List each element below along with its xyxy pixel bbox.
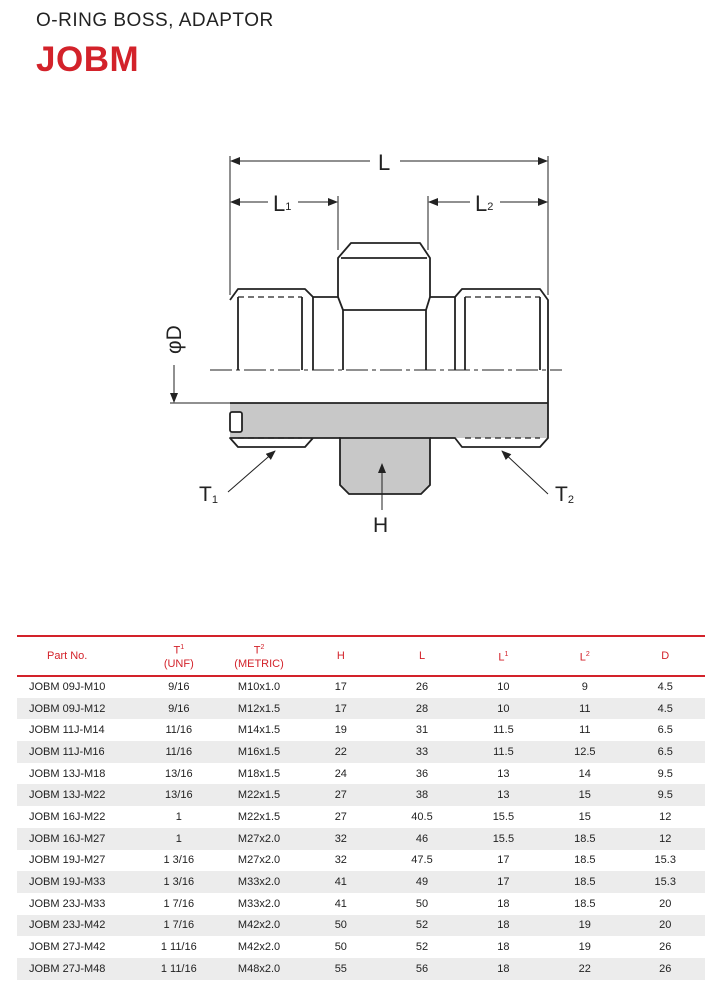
table-row bbox=[17, 741, 705, 763]
cell-t2: M10x1.0 bbox=[237, 681, 281, 694]
col-header-l: L bbox=[381, 636, 462, 676]
cell-l1: 17 bbox=[497, 854, 510, 867]
table-row bbox=[17, 676, 705, 698]
cell-part-no: JOBM 27J-M42 bbox=[29, 941, 106, 954]
cell-d: 26 bbox=[659, 941, 672, 954]
cell-l2: 18.5 bbox=[574, 832, 596, 845]
cell-h: 17 bbox=[334, 702, 347, 715]
cell-t1: 9/16 bbox=[168, 702, 190, 715]
table-row bbox=[17, 915, 705, 937]
hex-section-bottom bbox=[340, 438, 430, 494]
cell-t1: 11/16 bbox=[165, 724, 193, 737]
cell-l2: 15 bbox=[578, 810, 591, 823]
cell-l: 38 bbox=[415, 789, 429, 802]
cell-l1: 10 bbox=[497, 681, 510, 694]
col-header-l2: $L^2$ bbox=[544, 636, 625, 676]
cell-h: 24 bbox=[334, 767, 347, 780]
col-header-t1: $T^1$ (UNF) bbox=[140, 636, 218, 676]
cell-h: 27 bbox=[334, 810, 347, 823]
cell-l: 52 bbox=[415, 941, 429, 954]
cell-l: 26 bbox=[415, 681, 429, 694]
cell-l1: 11.5 bbox=[493, 745, 514, 758]
cell-part-no: JOBM 19J-M33 bbox=[29, 876, 106, 889]
leader-T2 bbox=[502, 451, 548, 494]
cell-t1: 1 3/16 bbox=[163, 876, 195, 889]
leader-T1 bbox=[228, 451, 275, 492]
cell-l: 56 bbox=[415, 962, 429, 975]
table-header-row bbox=[17, 636, 705, 676]
cell-t1: 13/16 bbox=[165, 767, 193, 780]
cell-t2: M27x2.0 bbox=[237, 832, 281, 845]
label-L1: L1 bbox=[273, 191, 292, 216]
cell-l2: 18.5 bbox=[574, 897, 596, 910]
cell-part-no: JOBM 16J-M27 bbox=[29, 832, 106, 845]
label-T1: T1 bbox=[199, 483, 218, 506]
cell-part-no: JOBM 13J-M22 bbox=[29, 789, 106, 802]
cell-d: 9.5 bbox=[657, 767, 673, 780]
cell-part-no: JOBM 11J-M14 bbox=[29, 724, 105, 737]
cell-t2: M48x2.0 bbox=[237, 962, 281, 975]
cell-l2: 15 bbox=[578, 789, 591, 802]
col-header-h: H bbox=[300, 636, 381, 676]
cell-l: 36 bbox=[415, 767, 429, 780]
cell-l: 50 bbox=[415, 897, 429, 910]
cell-t2: M33x2.0 bbox=[237, 897, 281, 910]
col-header-d: D bbox=[625, 636, 705, 676]
cell-part-no: JOBM 09J-M10 bbox=[29, 681, 106, 694]
cell-h: 22 bbox=[334, 745, 347, 758]
cell-l1: 10 bbox=[497, 702, 510, 715]
cell-t2: M42x2.0 bbox=[237, 919, 281, 932]
cell-t1: 1 11/16 bbox=[160, 941, 197, 954]
cell-d: 6.5 bbox=[657, 745, 673, 758]
cell-part-no: JOBM 27J-M48 bbox=[29, 962, 106, 975]
cell-d: 4.5 bbox=[657, 702, 673, 715]
cell-l1: 18 bbox=[497, 919, 510, 932]
cell-part-no: JOBM 23J-M33 bbox=[29, 897, 106, 910]
cell-l1: 17 bbox=[497, 876, 510, 889]
cell-l2: 12.5 bbox=[574, 745, 596, 758]
cell-l: 33 bbox=[415, 745, 429, 758]
table-row bbox=[17, 850, 705, 872]
cell-t2: M18x1.5 bbox=[237, 767, 281, 780]
cell-l2: 18.5 bbox=[574, 876, 596, 889]
cell-t1: 9/16 bbox=[168, 681, 190, 694]
table-row bbox=[17, 893, 705, 915]
cell-l1: 11.5 bbox=[493, 724, 514, 737]
cell-h: 50 bbox=[334, 941, 347, 954]
cell-d: 12 bbox=[659, 810, 672, 823]
cell-h: 41 bbox=[334, 876, 347, 889]
cell-t1: 1 bbox=[175, 832, 182, 845]
cell-h: 32 bbox=[334, 832, 347, 845]
cell-d: 12 bbox=[659, 832, 672, 845]
spec-table bbox=[17, 635, 705, 980]
cell-d: 20 bbox=[659, 919, 672, 932]
cell-t1: 1 bbox=[175, 810, 182, 823]
cell-h: 17 bbox=[334, 681, 347, 694]
cell-t2: M27x2.0 bbox=[237, 854, 281, 867]
cell-t1: 11/16 bbox=[165, 745, 193, 758]
col-header-l1: $L^1$ bbox=[463, 636, 544, 676]
cell-part-no: JOBM 23J-M42 bbox=[29, 919, 106, 932]
table-row bbox=[17, 784, 705, 806]
table-row bbox=[17, 763, 705, 785]
cell-h: 19 bbox=[334, 724, 347, 737]
cell-l2: 11 bbox=[579, 724, 591, 737]
cell-h: 50 bbox=[334, 919, 347, 932]
table-row bbox=[17, 698, 705, 720]
cell-l: 31 bbox=[415, 724, 429, 737]
cell-d: 4.5 bbox=[657, 681, 673, 694]
product-title: JOBM bbox=[36, 40, 140, 79]
cell-part-no: JOBM 16J-M22 bbox=[29, 810, 106, 823]
table-row bbox=[17, 828, 705, 850]
cell-t1: 13/16 bbox=[165, 789, 193, 802]
cell-l: 52 bbox=[415, 919, 429, 932]
cell-l: 28 bbox=[415, 702, 429, 715]
cell-l1: 18 bbox=[497, 941, 510, 954]
cell-t1: 1 3/16 bbox=[163, 854, 195, 867]
cell-l2: 19 bbox=[578, 941, 591, 954]
cell-l1: 13 bbox=[497, 767, 510, 780]
cell-t2: M22x1.5 bbox=[237, 810, 281, 823]
table-row bbox=[17, 958, 705, 980]
cell-l2: 19 bbox=[578, 919, 591, 932]
cell-l2: 22 bbox=[578, 962, 591, 975]
cell-l1: 13 bbox=[497, 789, 510, 802]
cell-l: 49 bbox=[415, 876, 429, 889]
col-header-part-no: Part No. bbox=[17, 636, 140, 676]
cell-t1: 1 7/16 bbox=[163, 897, 195, 910]
label-T2: T2 bbox=[555, 483, 574, 506]
cell-l1: 15.5 bbox=[492, 832, 515, 845]
cell-t2: M33x2.0 bbox=[237, 876, 281, 889]
cell-d: 15.3 bbox=[654, 854, 676, 867]
cell-h: 55 bbox=[334, 962, 347, 975]
cell-l2: 11 bbox=[579, 702, 591, 715]
cell-h: 32 bbox=[334, 854, 347, 867]
cell-d: 26 bbox=[659, 962, 672, 975]
cell-l1: 18 bbox=[497, 962, 510, 975]
cell-t2: M12x1.5 bbox=[237, 702, 281, 715]
cell-t1: 1 7/16 bbox=[163, 919, 195, 932]
cell-l2: 14 bbox=[578, 767, 591, 780]
cell-part-no: JOBM 19J-M27 bbox=[29, 854, 106, 867]
section-band bbox=[230, 403, 548, 438]
cell-t2: M14x1.5 bbox=[237, 724, 281, 737]
label-D: φD bbox=[163, 325, 186, 354]
cell-l: 40.5 bbox=[411, 810, 433, 823]
table-body bbox=[17, 676, 705, 980]
cell-l: 46 bbox=[415, 832, 429, 845]
table-row bbox=[17, 806, 705, 828]
cell-l2: 18.5 bbox=[574, 854, 596, 867]
table-row bbox=[17, 871, 705, 893]
cell-h: 41 bbox=[334, 897, 347, 910]
cell-t2: M42x2.0 bbox=[237, 941, 281, 954]
cell-d: 6.5 bbox=[657, 724, 673, 737]
cell-part-no: JOBM 13J-M18 bbox=[29, 767, 106, 780]
cell-part-no: JOBM 11J-M16 bbox=[29, 745, 105, 758]
cell-part-no: JOBM 09J-M12 bbox=[29, 702, 106, 715]
cell-l1: 18 bbox=[497, 897, 510, 910]
cell-h: 27 bbox=[334, 789, 347, 802]
table-row bbox=[17, 719, 705, 741]
cell-t1: 1 11/16 bbox=[160, 962, 197, 975]
col-header-t2: $T^2$ (METRIC) bbox=[218, 636, 301, 676]
product-subtitle: O-RING BOSS, ADAPTOR bbox=[36, 10, 274, 31]
cell-l1: 15.5 bbox=[492, 810, 515, 823]
cell-l: 47.5 bbox=[411, 854, 433, 867]
cell-l2: 9 bbox=[581, 681, 588, 694]
label-L2: L2 bbox=[475, 191, 494, 216]
cell-t2: M22x1.5 bbox=[237, 789, 281, 802]
cell-d: 20 bbox=[659, 897, 672, 910]
cell-d: 15.3 bbox=[654, 876, 676, 889]
label-H: H bbox=[373, 514, 389, 537]
table-row bbox=[17, 936, 705, 958]
label-L: L bbox=[378, 150, 391, 175]
cell-t2: M16x1.5 bbox=[237, 745, 281, 758]
cell-d: 9.5 bbox=[657, 789, 673, 802]
